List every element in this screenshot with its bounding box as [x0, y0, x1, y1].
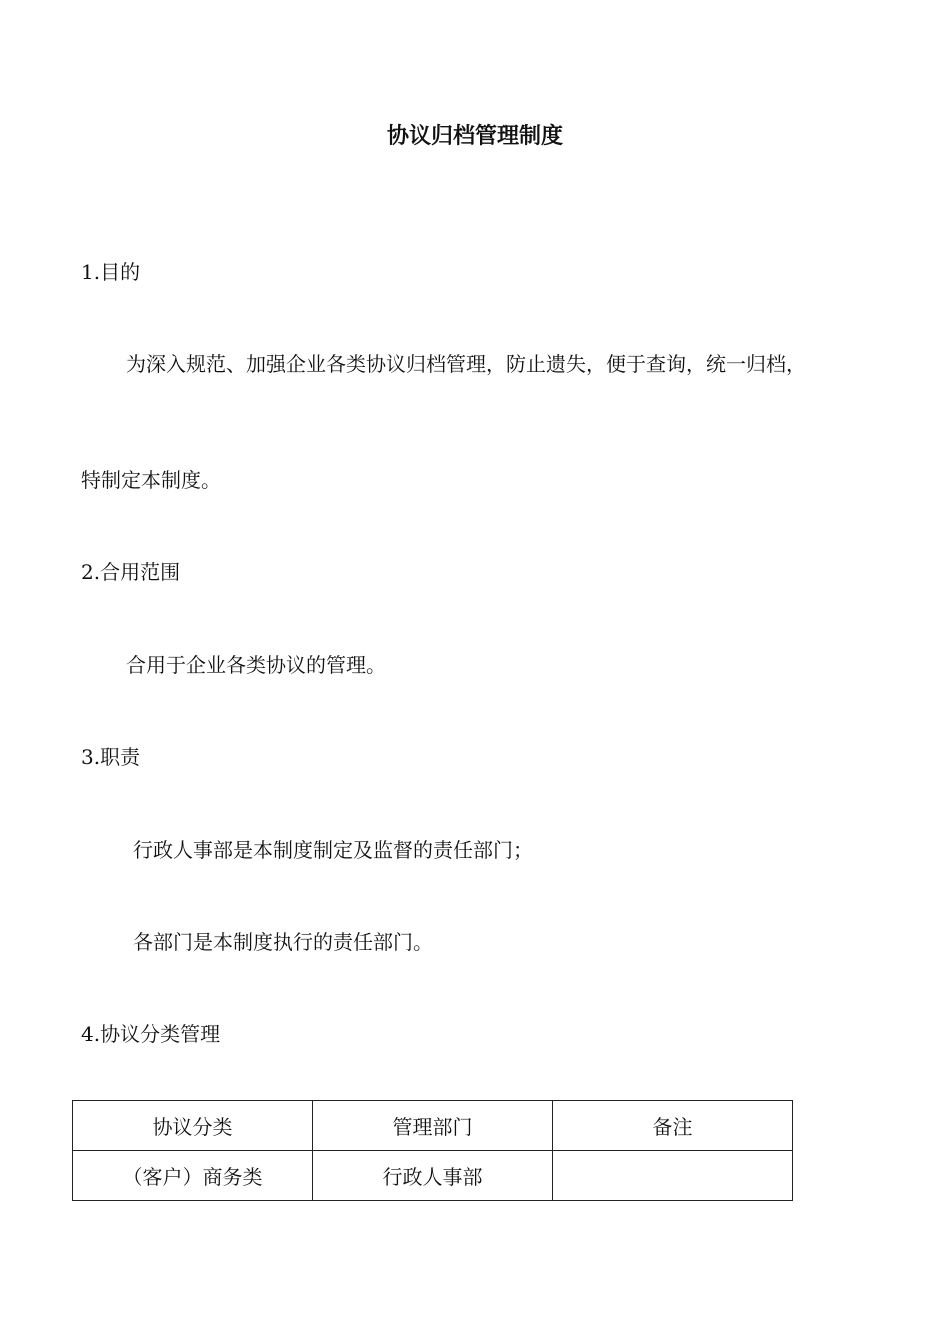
table-cell-department: 行政人事部 [313, 1151, 553, 1201]
section-heading-classification: 4.协议分类管理 [81, 1022, 221, 1046]
section-heading-responsibilities: 3.职责 [81, 745, 141, 769]
classification-table-wrapper [72, 1100, 793, 1201]
document-title: 协议归档管理制度 [386, 123, 563, 149]
table-row [73, 1151, 793, 1201]
table-cell-category: （客户）商务类 [73, 1151, 313, 1201]
purpose-paragraph-line-2: 特制定本制度。 [81, 468, 221, 492]
column-header-department: 管理部门 [313, 1101, 553, 1151]
table-header-row [73, 1101, 793, 1151]
purpose-paragraph-line-1: 为深入规范、加强企业各类协议归档管理，防止遗失，便于查询，统一归档， [126, 352, 806, 376]
section-heading-scope: 2.合用范围 [81, 560, 181, 584]
table-cell-remarks [553, 1151, 793, 1201]
responsibility-item: 各部门是本制度执行的责任部门。 [133, 930, 433, 954]
responsibility-item: 行政人事部是本制度制定及监督的责任部门； [133, 838, 533, 862]
classification-table [72, 1100, 793, 1201]
column-header-remarks: 备注 [553, 1101, 793, 1151]
section-heading-purpose: 1.目的 [81, 260, 141, 284]
column-header-category: 协议分类 [73, 1101, 313, 1151]
scope-paragraph: 合用于企业各类协议的管理。 [126, 653, 386, 677]
